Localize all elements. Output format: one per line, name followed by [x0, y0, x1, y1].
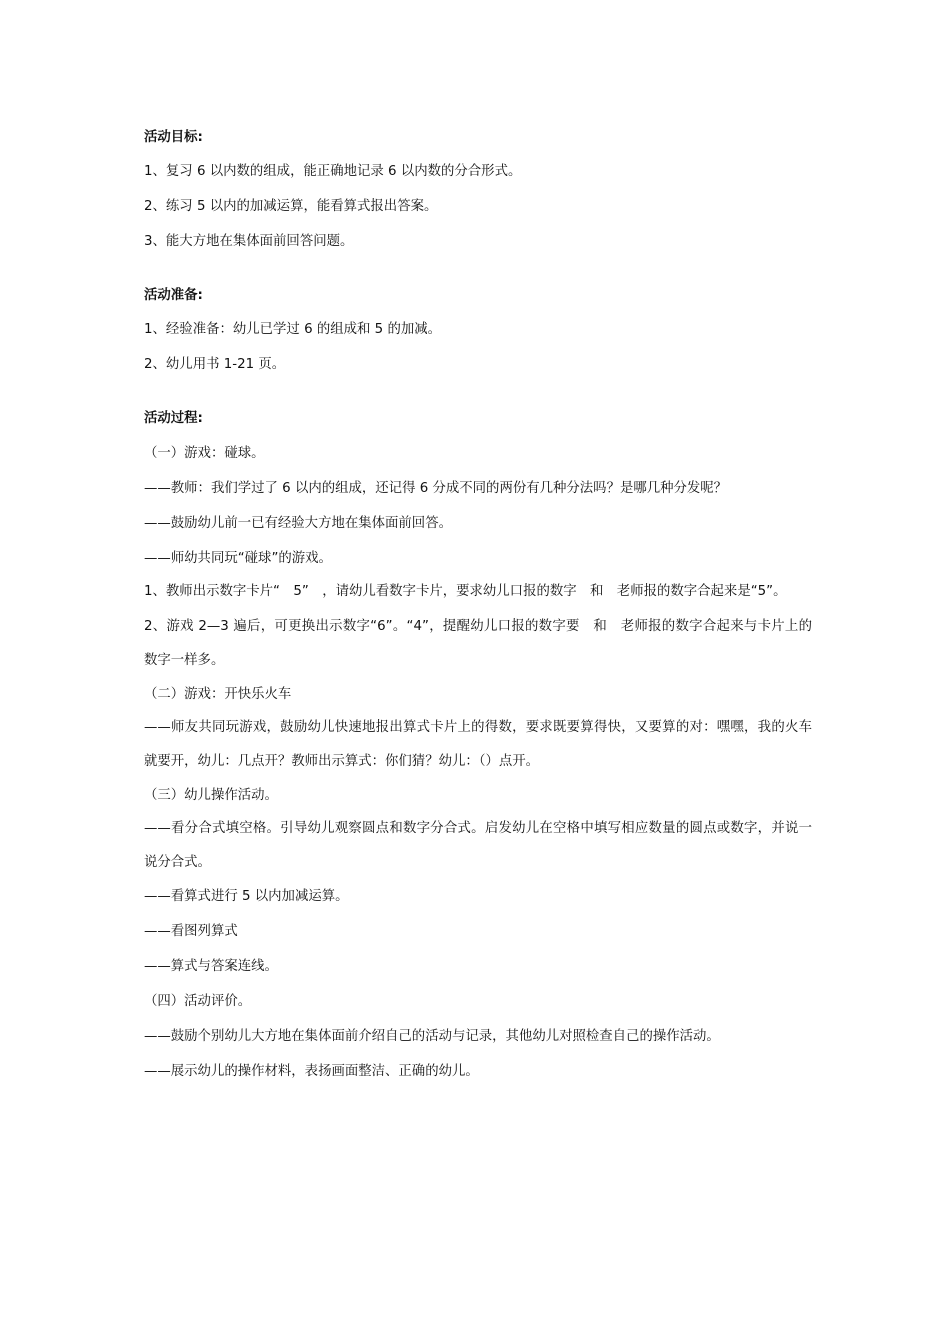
- section1-line: ——鼓励幼儿前一已有经验大方地在集体面前回答。: [144, 516, 452, 531]
- section1-line: ——师幼共同玩“碰球”的游戏。: [144, 551, 332, 566]
- section4-title: （四）活动评价。: [144, 993, 252, 1009]
- section2-title: （二）游戏：开快乐火车: [144, 686, 292, 702]
- section1-paragraph: 1、教师出示数字卡片“ 5” ，请幼儿看数字卡片，要求幼儿口报的数字 和 老师报的数字合起来是“5”。: [144, 584, 787, 599]
- section1-line: ——教师：我们学过了 6 以内的组成，还记得 6 分成不同的两份有几种分法吗？是哪几种分发呢？: [144, 481, 728, 496]
- section3-paragraph: ——看分合式填空格。引导幼儿观察圆点和数字分合式。启发幼儿在空格中填写相应数量的圆点或数字，并说一说分合式。: [144, 820, 812, 870]
- section3-line: ——看算式进行 5 以内加减运算。: [144, 888, 349, 904]
- process-heading: 活动过程:: [144, 411, 203, 426]
- goal-item: 3、能大方地在集体面前回答问题。: [144, 234, 354, 249]
- document-body: [144, 118, 812, 1082]
- goal-item: 2、练习 5 以内的加减运算，能看算式报出答案。: [144, 199, 438, 214]
- section1-title: （一）游戏：碰球。: [144, 446, 265, 461]
- section2-paragraph: ——师友共同玩游戏，鼓励幼儿快速地报出算式卡片上的得数，要求既要算得快，又要算的对：嘿嘿，我的火车就要开，幼儿：几点开？教师出示算式：你们猜？幼儿：（）点开。: [144, 719, 812, 769]
- section1-paragraph: 2、游戏 2—3 遍后，可更换出示数字“6”。“4”，提醒幼儿口报的数字要 和 老师报的数字合起来与卡片上的数字一样多。: [144, 618, 812, 668]
- section3-line: ——算式与答案连线。: [144, 958, 278, 974]
- section3-line: ——看图列算式: [144, 923, 238, 939]
- goal-item: 1、复习 6 以内数的组成，能正确地记录 6 以内数的分合形式。: [144, 164, 522, 179]
- preparation-item: 2、幼儿用书 1-21 页。: [144, 357, 286, 372]
- section4-line: ——展示幼儿的操作材料，表扬画面整洁、正确的幼儿。: [144, 1063, 479, 1079]
- section4-line: ——鼓励个别幼儿大方地在集体面前介绍自己的活动与记录，其他幼儿对照检查自己的操作活动。: [144, 1028, 720, 1044]
- goals-heading: 活动目标:: [144, 130, 203, 145]
- preparation-heading: 活动准备:: [144, 288, 203, 303]
- section3-title: （三）幼儿操作活动。: [144, 787, 278, 803]
- preparation-item: 1、经验准备：幼儿已学过 6 的组成和 5 的加减。: [144, 322, 442, 337]
